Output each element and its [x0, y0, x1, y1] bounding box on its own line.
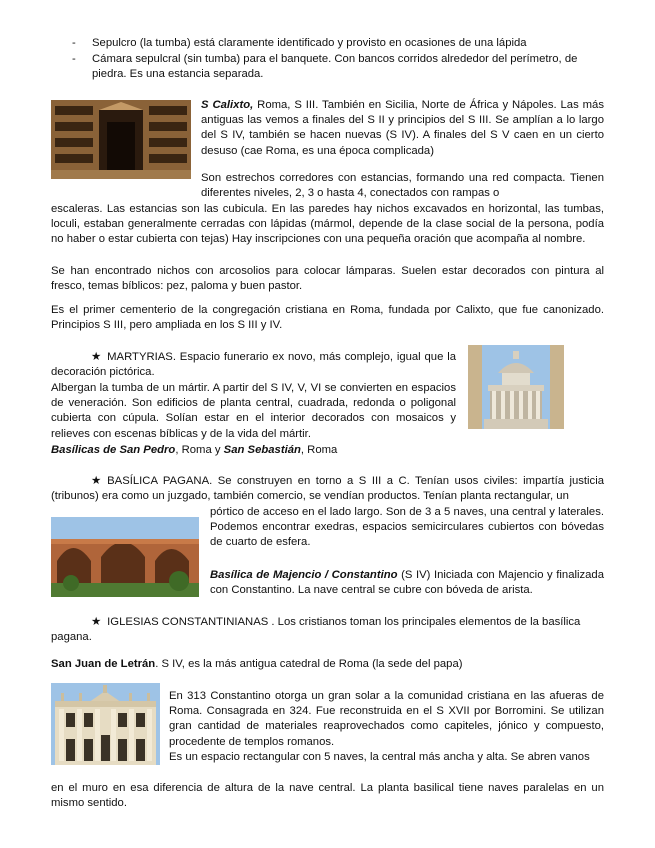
catacomb-photo: [51, 100, 191, 179]
letran-title-line: [51, 657, 604, 672]
bullet-text: Sepulcro (la tumba) está claramente identificado y provisto en ocasiones de una lápida: [92, 37, 527, 49]
calixto-arcosolios: Se han encontrado nichos con arcosolios para colocar lámparas. Suelen estar decorados con pintura al fresco, temas bíblicos: pez, paloma y buen pastor.: [51, 265, 604, 293]
example-sep-2: , Roma: [300, 444, 338, 456]
example-sep-1: , Roma y: [175, 444, 224, 456]
calixto-name: S Calixto,: [201, 99, 254, 111]
star-icon: ★: [91, 351, 102, 363]
bullet-item-sepulcro: [72, 36, 607, 52]
martyrias-examples: [51, 443, 456, 458]
iglesias-heading: [51, 615, 604, 645]
calixto-intro-text: Roma, S III. También en Sicilia, Norte de África y Nápoles. Las más antiguas las vemos a finales del S II y principios del S III. Se amplían a lo largo del S IV, también se hacen nuevas (S IV). A finales del S V caen en un cierto desuso (cae Roma, es una época complicada): [201, 99, 604, 157]
bullet-text: Cámara sepulcral (sin tumba) para el banquete. Con bancos corridos alrededor del perímetro, de piedra. Es una estancia separada.: [92, 53, 578, 81]
example-san-sebastian: San Sebastián: [223, 444, 301, 456]
tempietto-photo: [468, 345, 564, 429]
majencio-name: Basílica de Majencio / Constantino: [210, 569, 398, 581]
letran-photo: [51, 683, 160, 765]
martyrias-heading-text: MARTYRIAS. Espacio funerario ex novo, más complejo, igual que la decoración pictórica.: [51, 351, 456, 379]
calixto-corridors-b: escaleras. Las estancias son las cubicula. En las paredes hay nichos excavados en horizontal, las tumbas, loculi, estaban generalmente cerradas con lápidas (mármol, depende de la clase social de la persona, podía no haber o estar cubierta con tejas) Hay inscripciones con una pequeña oración que acompaña al nombre.: [51, 203, 604, 246]
majencio-photo: [51, 517, 199, 597]
letran-title-rest: . S IV, es la más antigua catedral de Roma (la sede del papa): [155, 658, 463, 670]
letran-title: San Juan de Letrán: [51, 658, 156, 670]
martyrias-heading: [51, 350, 456, 380]
letran-naves-b: en el muro en esa diferencia de altura de la nave central. La planta basilical tiene naves paralelas en un mismo sentido.: [51, 782, 604, 810]
martyrias-body: Albergan la tumba de un mártir. A partir del S IV, V, VI se convierten en espacios de veneración. Son edificios de planta central, cuadrada, redonda o poligonal cubierta con cúpula. Solían estar en el interior decorados con mosaicos y relieves con escenas bíblicas y de la vida del mártir.: [51, 382, 456, 440]
bullet-item-camara: [72, 52, 607, 84]
basilica-heading: [51, 474, 604, 504]
basilica-heading-text: BASÍLICA PAGANA. Se construyen en torno a S III a C. Tenían usos civiles: impartía justicia (tribunos) era como un juzgado, también comercio, se vendían productos. Tenían planta rectangular, un: [51, 475, 604, 503]
calixto-intro: [201, 98, 604, 159]
bullet-dash: -: [72, 53, 76, 65]
calixto-cemetery: Es el primer cementerio de la congregación cristiana en Roma, fundada por Calixto, que fue canonizado. Principios S III, pero ampliada en los S III y IV.: [51, 304, 604, 332]
star-icon: ★: [91, 616, 102, 628]
iglesias-heading-text: IGLESIAS CONSTANTINIANAS . Los cristianos toman los principales elementos de la basílica pagana.: [51, 616, 581, 644]
example-san-pedro: Basílicas de San Pedro: [51, 444, 176, 456]
star-icon: ★: [91, 475, 102, 487]
majencio-text: (S IV) Iniciada con Majencio y finalizada con Constantino. La nave central se cubre con bóveda de arista.: [210, 569, 604, 597]
basilica-portico: pórtico de acceso en el lado largo. Son de 3 a 5 naves, una central y laterales. Podemos encontrar exedras, espacios semicirculares cubiertos con bóvedas de cuarto de esfera.: [210, 506, 604, 549]
letran-naves-a: Es un espacio rectangular con 5 naves, la central más ancha y alta. Se abren vanos: [169, 751, 590, 763]
bullet-dash: -: [72, 37, 76, 49]
letran-solar: En 313 Constantino otorga un gran solar a la comunidad cristiana en las afueras de Roma. Consagrada en 324. Fue reconstruida en el S XVII por Borromini. Se utilizan gran cantidad de materiales reaprovechados como capiteles, jónico y compuesto, procedente de templos romanos.: [169, 690, 604, 748]
majencio-description: [210, 568, 604, 598]
calixto-corridors-a: Son estrechos corredores con estancias, formando una red compacta. Tienen diferentes niveles, 2, 3 o hasta 4, conectados con rampas o: [201, 172, 604, 200]
